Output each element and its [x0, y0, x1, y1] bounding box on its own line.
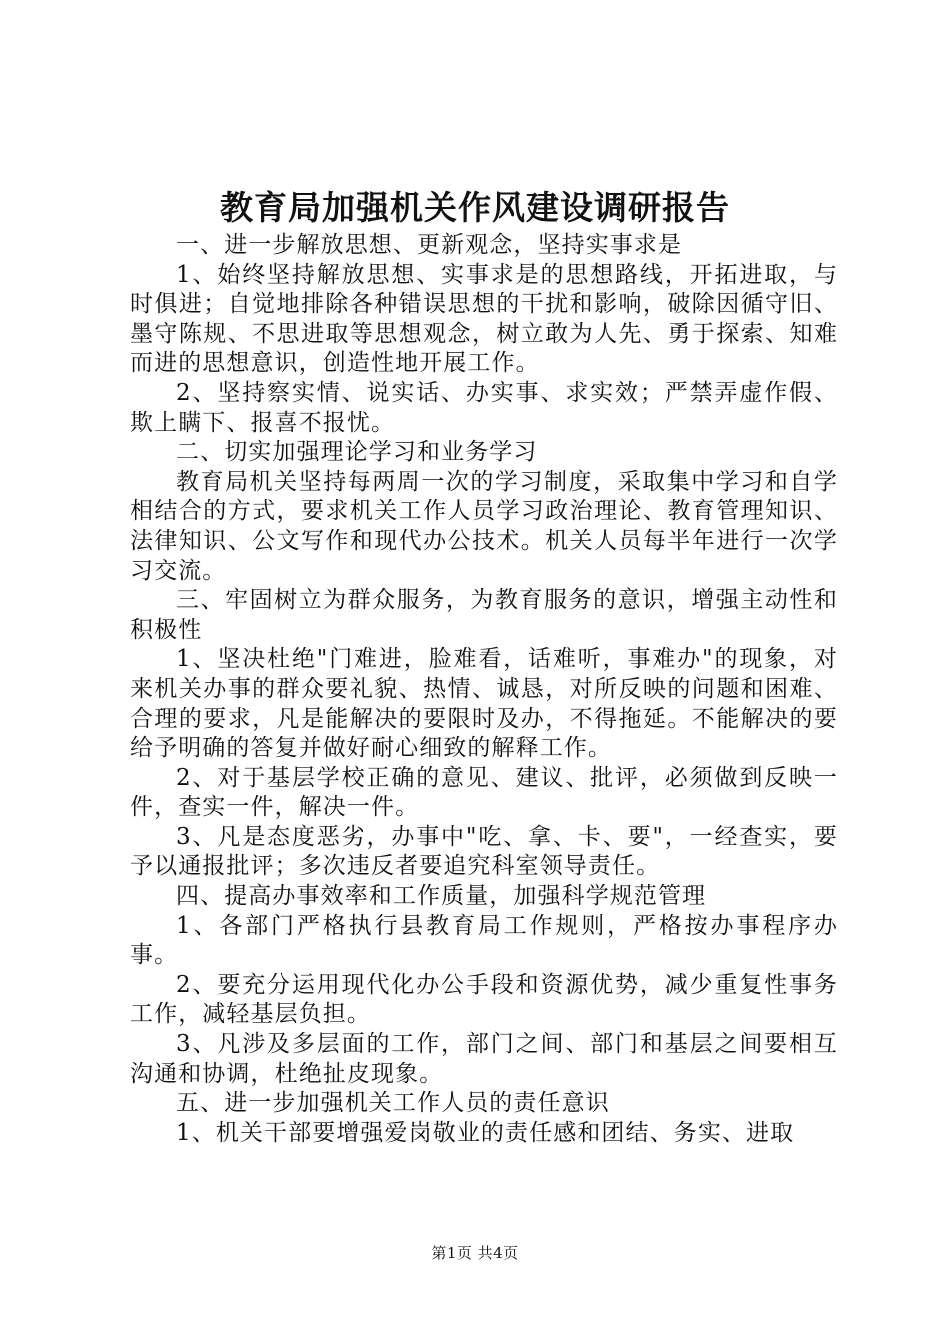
document-body	[130, 231, 838, 1148]
paragraph: 3、凡涉及多层面的工作，部门之间、部门和基层之间要相互沟通和协调，杜绝扯皮现象。	[130, 1031, 838, 1087]
paragraph: 2、对于基层学校正确的意见、建议、批评，必须做到反映一件，查实一件，解决一件。	[130, 764, 838, 821]
paragraph: 2、坚持察实情、说实话、办实事、求实效；严禁弄虚作假、欺上瞒下、报喜不报忧。	[130, 379, 838, 436]
paragraph: 1、机关干部要增强爱岗敬业的责任感和团结、务实、进取	[176, 1119, 795, 1146]
heading-section-4: 四、提高办事效率和工作质量，加强科学规范管理	[176, 883, 707, 910]
page-number-footer: 第1页 共4页	[431, 1244, 519, 1262]
heading-section-1: 一、进一步解放思想、更新观念，坚持实事求是	[176, 232, 683, 258]
paragraph: 3、凡是态度恶劣，办事中"吃、拿、卡、要"，一经查实，要予以通报批评；多次违反者要追究科室领导责任。	[130, 823, 838, 880]
heading-section-5: 五、进一步加强机关工作人员的责任意识	[176, 1090, 610, 1117]
document-title: 教育局加强机关作风建设调研报告	[220, 188, 730, 227]
paragraph: 1、始终坚持解放思想、实事求是的思想路线，开拓进取，与时俱进；自觉地排除各种错误思想的干扰和影响，破除因循守旧、墨守陈规、不思进取等思想观念，树立敢为人先、勇于探索、知难而进的思想意识，创造性地开展工作。	[130, 261, 838, 377]
heading-section-2: 二、切实加强理论学习和业务学习	[176, 439, 538, 466]
paragraph: 2、要充分运用现代化办公手段和资源优势，减少重复性事务工作，减轻基层负担。	[130, 971, 838, 1028]
paragraph: 教育局机关坚持每两周一次的学习制度，采取集中学习和自学相结合的方式，要求机关工作人员学习政治理论、教育管理知识、法律知识、公文写作和现代办公技术。机关人员每半年进行一次学习交流。	[130, 468, 838, 584]
paragraph: 1、各部门严格执行县教育局工作规则，严格按办事程序办事。	[130, 912, 838, 969]
heading-section-3: 三、牢固树立为群众服务，为教育服务的意识，增强主动性和积极性	[130, 587, 838, 643]
paragraph: 1、坚决杜绝"门难进，脸难看，话难听，事难办"的现象，对来机关办事的群众要礼貌、热情、诚恳，对所反映的问题和困难、合理的要求，凡是能解决的要限时及办，不得拖延。不能解决的要给予明确的答复并做好耐心细致的解释工作。	[130, 646, 838, 762]
